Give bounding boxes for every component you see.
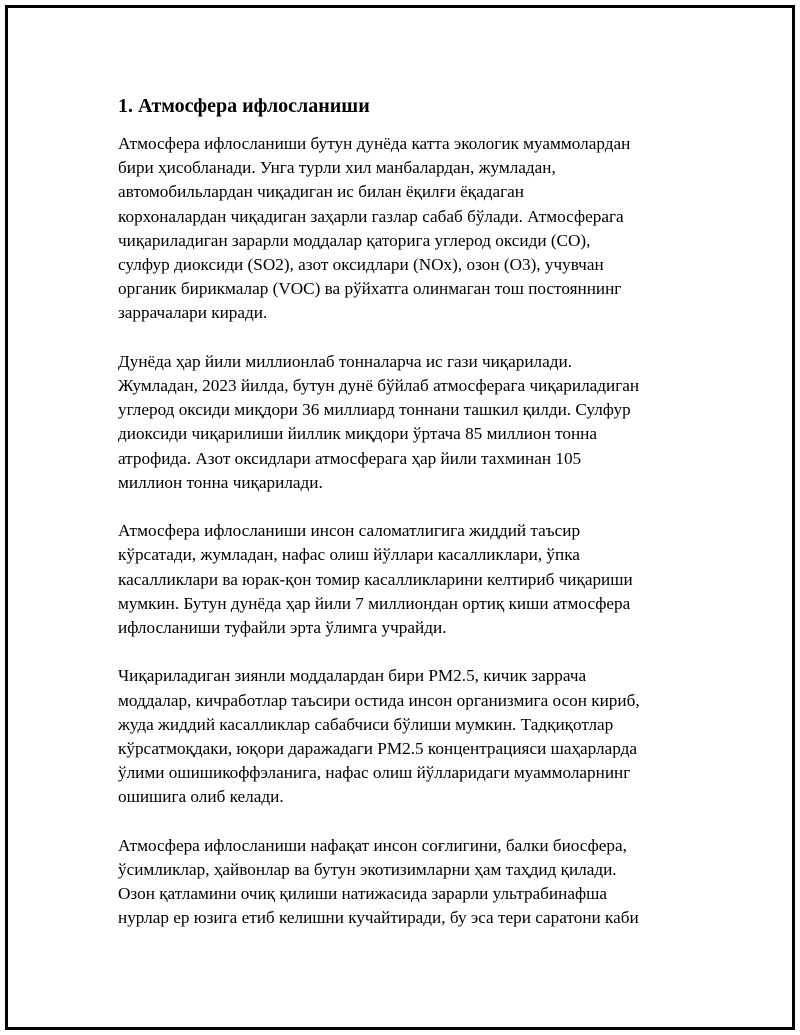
paragraph-line: чиқариладиган зарарли моддалар қаторига углерод оксиди (CO), [118, 230, 591, 250]
paragraph-4 [118, 664, 688, 809]
document-body [118, 92, 688, 955]
paragraph-line: кўрсатади, жумладан, нафас олиш йўллари касалликлари, ўпка [118, 545, 580, 565]
paragraph-line: бири ҳисобланади. Унга турли хил манбалардан, жумладан, [118, 158, 556, 178]
paragraph-1 [118, 132, 688, 326]
paragraph-2 [118, 350, 688, 495]
paragraph-line: ошишига олиб келади. [118, 787, 284, 807]
paragraph-line: углерод оксиди миқдори 36 миллиард тоннани ташкил қилди. Сулфур [118, 400, 631, 420]
paragraph-line: Жумладан, 2023 йилда, бутун дунё бўйлаб атмосферага чиқариладиган [118, 376, 640, 396]
paragraph-line: ифлосланиши туфайли эрта ўлимга учрайди. [118, 618, 447, 638]
section-heading: 1. Атмосфера ифлосланиши [118, 95, 370, 117]
paragraph-line: сулфур диоксиди (SO2), азот оксидлари (NOx), озон (O3), учувчан [118, 255, 604, 275]
paragraph-line: Атмосфера ифлосланиши бутун дунёда катта экологик муаммолардан [118, 134, 631, 153]
paragraph-line: заррачалари киради. [118, 303, 268, 323]
paragraph-line: жуда жиддий касалликлар сабабчиси бўлиши мумкин. Тадқиқотлар [118, 714, 614, 734]
paragraph-line: мумкин. Бутун дунёда ҳар йили 7 миллиондан ортиқ киши атмосфера [118, 593, 631, 613]
paragraph-line: Атмосфера ифлосланиши инсон саломатлигига жиддий таъсир [118, 521, 581, 541]
paragraph-line: ўсимликлар, ҳайвонлар ва бутун экотизимларни ҳам таҳдид қилади. [118, 860, 617, 880]
paragraph-line: Озон қатламини очиқ қилиши натижасида зарарли ультрабинафша [118, 884, 607, 904]
paragraph-line: корхоналардан чиқадиган заҳарли газлар сабаб бўлади. Атмосферага [118, 206, 624, 226]
paragraph-line: Чиқариладиган зиянли моддалардан бири PM2.5, кичик заррача [118, 666, 587, 686]
paragraph-line: Атмосфера ифлосланиши нафақат инсон соғлигини, балки биосфера, [118, 835, 627, 855]
paragraph-line: миллион тонна чиқарилади. [118, 472, 323, 492]
paragraph-line: атрофида. Азот оксидлари атмосферага ҳар йили тахминан 105 [118, 448, 582, 468]
paragraph-line: касалликлари ва юрак-қон томир касалликларини келтириб чиқариши [118, 569, 633, 589]
paragraph-3 [118, 519, 688, 640]
paragraph-line: кўрсатмоқдаки, юқори даражадаги PM2.5 концентрацияси шаҳарларда [118, 739, 637, 759]
paragraph-line: ўлими ошишикоффэланига, нафас олиш йўлларидаги муаммоларнинг [118, 763, 631, 783]
paragraph-line: автомобильлардан чиқадиган ис билан ёқилғи ёқадаган [118, 182, 524, 202]
paragraph-line: Дунёда ҳар йили миллионлаб тонналарча ис гази чиқарилади. [118, 351, 572, 371]
paragraph-line: моддалар, кичработлар таъсири остида инсон организмига осон кириб, [118, 690, 640, 710]
paragraph-line: нурлар ер юзига етиб келишни кучайтиради, бу эса тери саратони каби [118, 908, 639, 928]
paragraph-5 [118, 834, 688, 931]
paragraph-line: органик бирикмалар (VOC) ва рўйхатга олинмаган тош постояннинг [118, 279, 622, 299]
paragraph-line: диоксиди чиқарилиши йиллик миқдори ўртача 85 миллион тонна [118, 424, 597, 444]
